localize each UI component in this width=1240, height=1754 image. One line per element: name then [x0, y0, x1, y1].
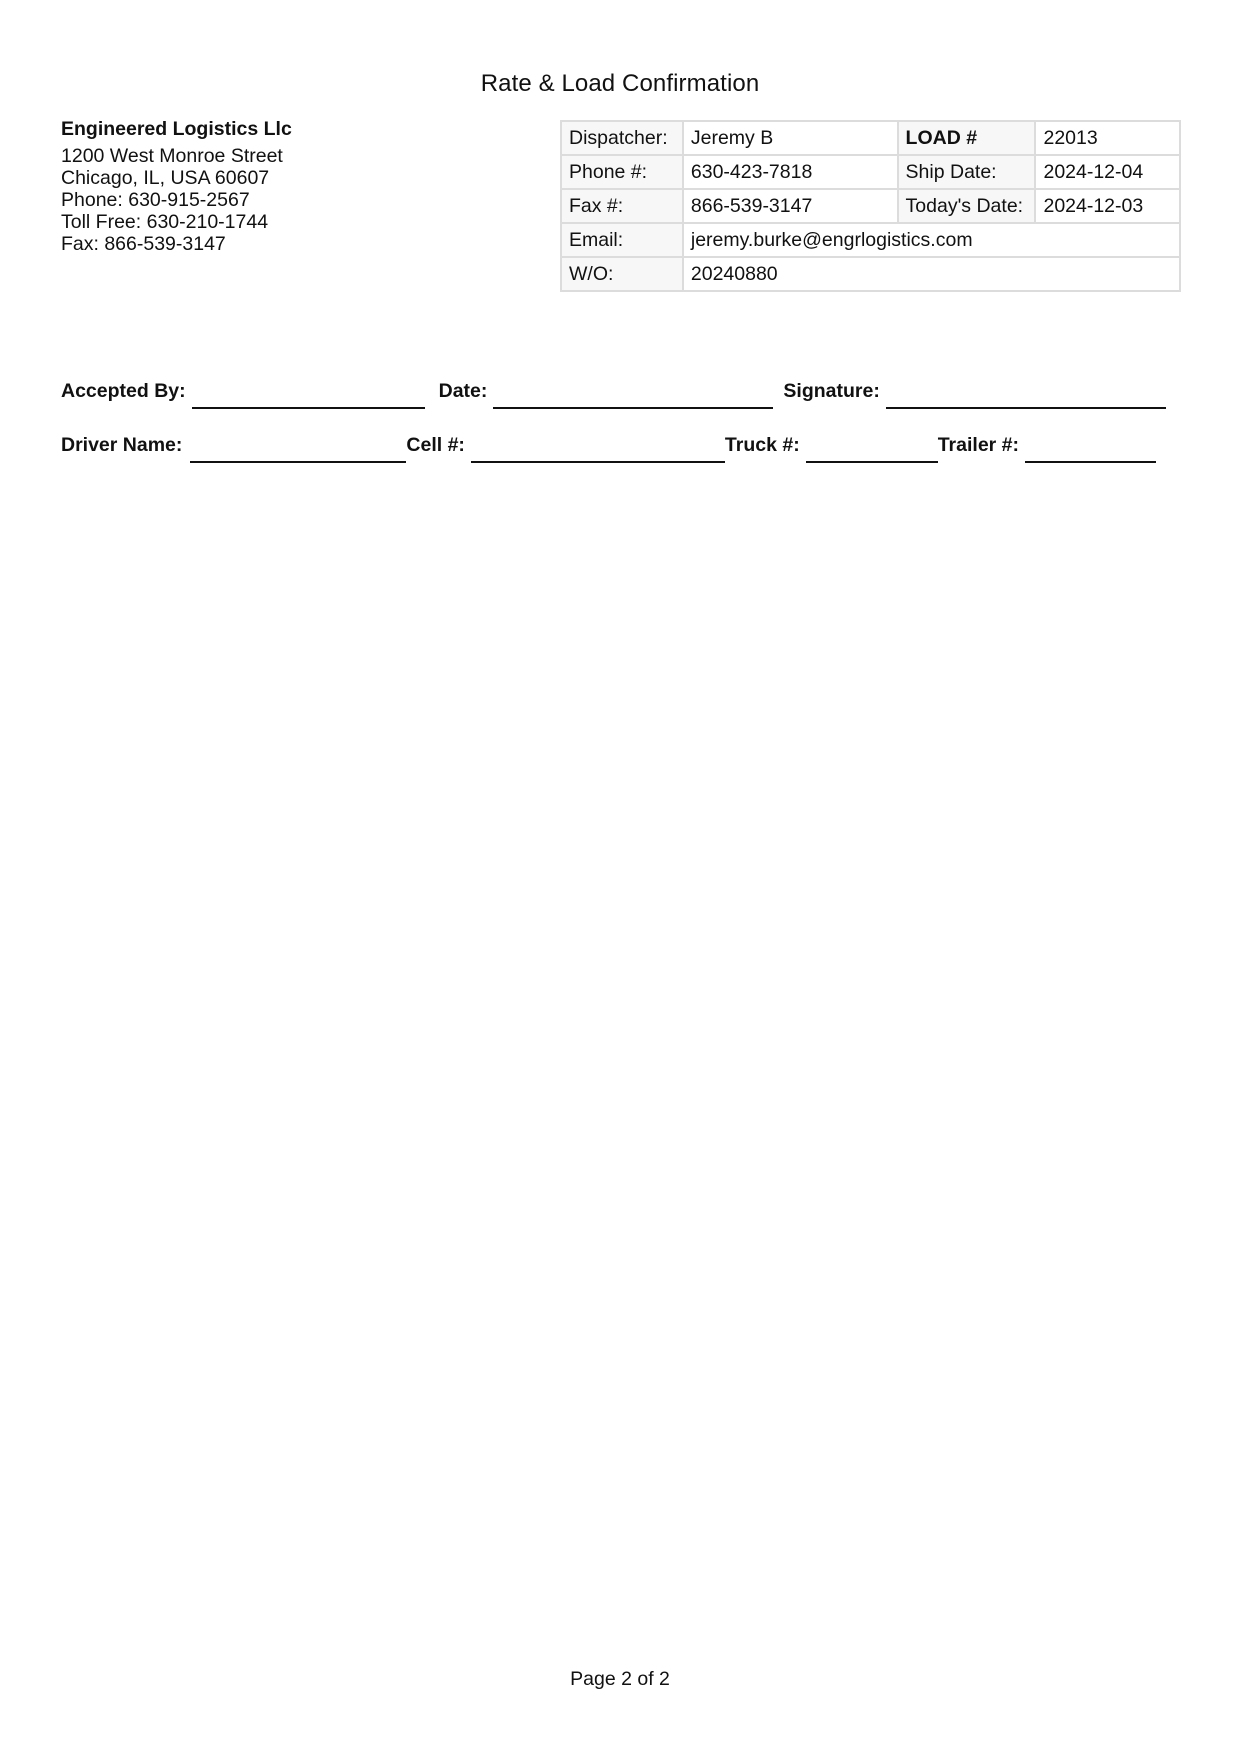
- ship-date-label: Ship Date:: [898, 155, 1036, 189]
- dispatch-info-table: [560, 120, 1181, 292]
- date-field[interactable]: [493, 407, 773, 409]
- email-value: jeremy.burke@engrlogistics.com: [683, 223, 1180, 257]
- dispatcher-label: Dispatcher:: [561, 121, 683, 155]
- page-number: Page 2 of 2: [570, 1668, 670, 1690]
- company-address-line1: 1200 West Monroe Street: [61, 145, 283, 167]
- dispatcher-value: Jeremy B: [683, 121, 898, 155]
- signature-field[interactable]: [886, 407, 1166, 409]
- date-label: Date:: [438, 380, 488, 402]
- table-row: [561, 223, 1180, 257]
- company-block: [61, 118, 292, 255]
- phone-label: Phone #:: [561, 155, 683, 189]
- phone-value: 630-423-7818: [683, 155, 898, 189]
- trailer-field[interactable]: [1025, 461, 1156, 463]
- ship-date-value: 2024-12-04: [1035, 155, 1180, 189]
- accepted-by-field[interactable]: [192, 407, 425, 409]
- signature-label: Signature:: [783, 380, 880, 402]
- truck-label: Truck #:: [724, 434, 800, 456]
- email-label: Email:: [561, 223, 683, 257]
- company-toll-free: Toll Free: 630-210-1744: [61, 211, 269, 233]
- table-row: [561, 155, 1180, 189]
- accepted-by-label: Accepted By:: [61, 380, 186, 402]
- document-title: Rate & Load Confirmation: [480, 70, 760, 97]
- driver-row: [61, 434, 1181, 457]
- table-row: [561, 189, 1180, 223]
- company-phone: Phone: 630-915-2567: [61, 189, 250, 211]
- todays-date-value: 2024-12-03: [1035, 189, 1180, 223]
- truck-field[interactable]: [806, 461, 938, 463]
- table-row: [561, 121, 1180, 155]
- driver-name-field[interactable]: [190, 461, 406, 463]
- company-fax: Fax: 866-539-3147: [61, 233, 226, 255]
- cell-field[interactable]: [471, 461, 725, 463]
- fax-value: 866-539-3147: [683, 189, 898, 223]
- cell-label: Cell #:: [406, 434, 465, 456]
- work-order-label: W/O:: [561, 257, 683, 291]
- table-row: [561, 257, 1180, 291]
- work-order-value: 20240880: [683, 257, 1180, 291]
- driver-name-label: Driver Name:: [61, 434, 183, 456]
- load-number-value: 22013: [1035, 121, 1180, 155]
- trailer-label: Trailer #:: [937, 434, 1020, 456]
- company-name: Engineered Logistics Llc: [61, 118, 292, 140]
- acceptance-row: [61, 380, 1181, 403]
- company-address-line2: Chicago, IL, USA 60607: [61, 167, 270, 189]
- todays-date-label: Today's Date:: [898, 189, 1036, 223]
- load-number-label: LOAD #: [898, 121, 1036, 155]
- fax-label: Fax #:: [561, 189, 683, 223]
